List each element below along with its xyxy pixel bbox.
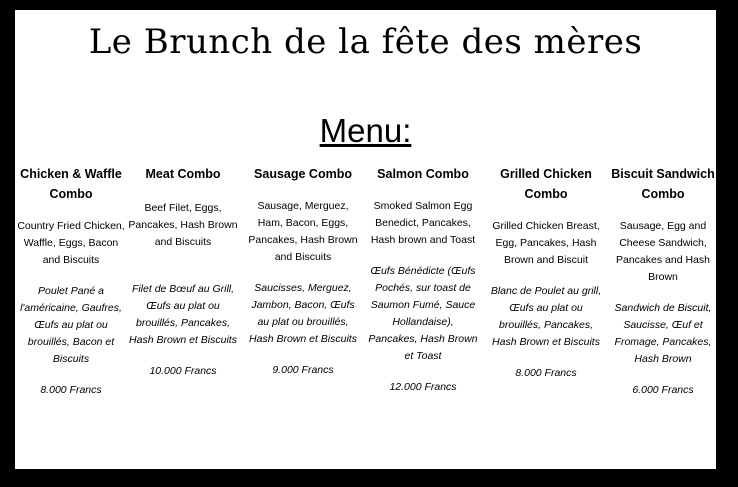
item-description-english: Country Fried Chicken, Waffle, Eggs, Bacon and Biscuits — [17, 220, 125, 266]
item-description-english: Smoked Salmon Egg Benedict, Pancakes, Hash brown and Toast — [370, 200, 476, 246]
item-price: 8.000 Francs — [515, 367, 577, 379]
menu-item-biscuit-sandwich — [607, 164, 719, 399]
item-description-french: Saucisses, Merguez, Jambon, Bacon, Œufs au plat ou brouillés, Hash Brown et Biscuits — [249, 282, 357, 345]
page-title: Le Brunch de la fête des mères — [88, 22, 643, 62]
menu-item-sausage — [247, 164, 359, 379]
menu-item-chicken-waffle — [15, 164, 127, 399]
item-price: 12.000 Francs — [389, 381, 457, 393]
item-description-french: Œufs Bénédicte (Œufs Pochés, sur toast de Saumon Fumé, Sauce Hollandaise), Pancakes, Hash Brown et Toast — [368, 265, 478, 362]
item-description-english: Grilled Chicken Breast, Egg, Pancakes, Hash Brown and Biscuit — [492, 220, 600, 266]
item-price: 10.000 Francs — [149, 365, 217, 377]
item-name: Chicken & Waffle Combo — [20, 167, 122, 201]
item-price: 8.000 Francs — [40, 384, 102, 396]
item-description-english: Beef Filet, Eggs, Pancakes, Hash Brown and Biscuits — [128, 202, 238, 248]
menu-sheet — [15, 10, 716, 469]
item-description-french: Blanc de Poulet au grill, Œufs au plat ou brouillés, Pancakes, Hash Brown et Biscuits — [490, 285, 602, 348]
menu-item-salmon — [367, 164, 479, 396]
item-price: 6.000 Francs — [632, 384, 694, 396]
menu-heading: Menu: — [319, 112, 412, 149]
item-name: Sausage Combo — [254, 167, 352, 181]
item-price: 9.000 Francs — [272, 364, 334, 376]
item-description-french: Filet de Bœuf au Grill, Œufs au plat ou brouillés, Pancakes, Hash Brown et Biscuits — [129, 283, 237, 346]
item-name: Salmon Combo — [377, 167, 469, 181]
item-name: Biscuit Sandwich Combo — [611, 167, 715, 201]
item-name: Grilled Chicken Combo — [500, 167, 592, 201]
menu-item-meat — [127, 164, 239, 380]
item-name: Meat Combo — [145, 167, 221, 181]
item-description-english: Sausage, Egg and Cheese Sandwich, Pancakes and Hash Brown — [616, 220, 710, 283]
item-description-french: Sandwich de Biscuit, Saucisse, Œuf et Fromage, Pancakes, Hash Brown — [614, 302, 712, 365]
item-description-french: Poulet Pané a l'américaine, Gaufres, Œufs au plat ou brouillés, Bacon et Biscuits — [20, 285, 122, 365]
item-description-english: Sausage, Merguez, Ham, Bacon, Eggs, Pancakes, Hash Brown and Biscuits — [248, 200, 358, 263]
menu-item-grilled-chicken — [490, 164, 602, 382]
